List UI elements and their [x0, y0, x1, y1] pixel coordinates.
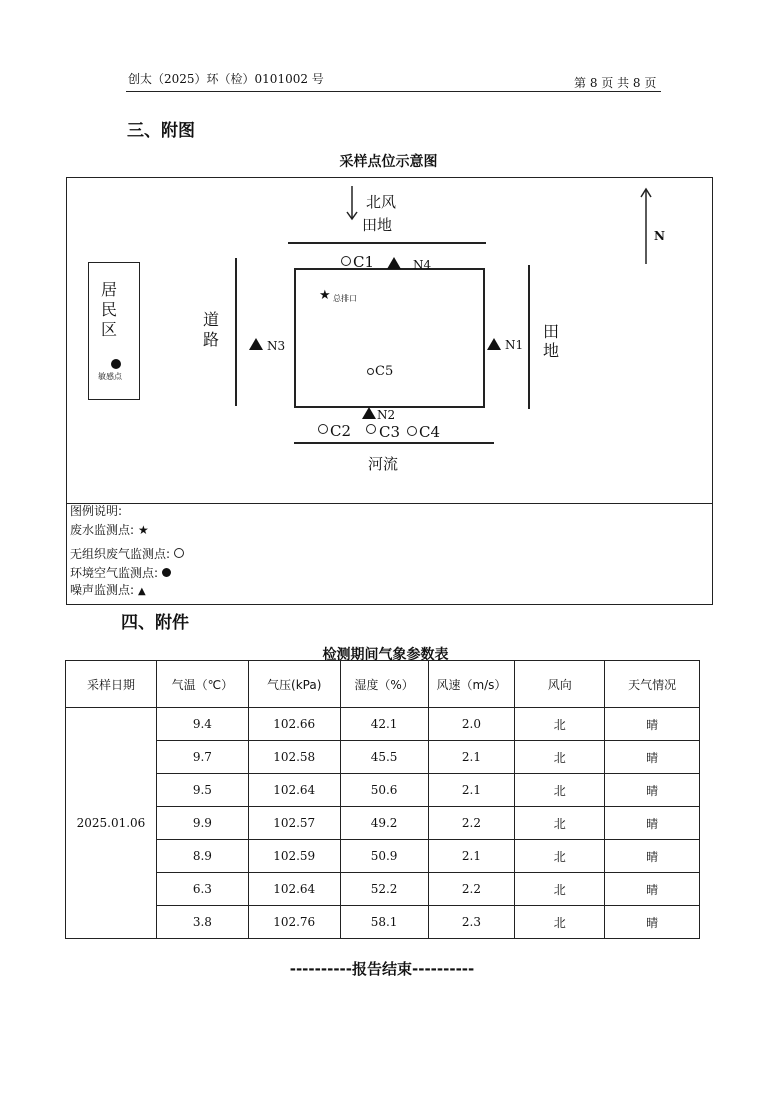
legend-wastewater-label: 废水监测点:	[70, 523, 135, 537]
cell: 52.2	[340, 873, 428, 906]
table-title: 检测期间气象参数表	[322, 647, 449, 663]
left-road-line	[235, 258, 237, 406]
cell: 北	[515, 873, 605, 906]
c3-circle-icon	[366, 424, 376, 434]
left-road-label: 道路	[203, 310, 220, 349]
n3-label: N3	[267, 339, 286, 353]
cell: 2.1	[428, 840, 515, 873]
cell: 2.3	[428, 906, 515, 939]
report-end: ----------报告结束----------	[289, 960, 475, 978]
cell: 49.2	[340, 807, 428, 840]
cell: 102.64	[248, 873, 340, 906]
n2-triangle-icon	[362, 407, 376, 419]
cell: 9.5	[156, 774, 248, 807]
cell: 晴	[605, 873, 700, 906]
n4-triangle-icon	[387, 257, 401, 269]
outfall-star-icon: ★	[319, 288, 331, 303]
n1-label: N1	[505, 338, 524, 352]
top-boundary-line	[288, 242, 486, 244]
cell: 42.1	[340, 708, 428, 741]
cell: 2.2	[428, 873, 515, 906]
n4-label: N4	[413, 258, 432, 272]
page-info: 第 8 页 共 8 页	[574, 76, 657, 90]
header-pressure: 气压(kPa)	[248, 661, 340, 708]
weather-table	[65, 660, 700, 939]
c2-label: C2	[330, 422, 352, 440]
cell: 晴	[605, 774, 700, 807]
wind-label: 北风	[366, 193, 397, 211]
cell: 9.7	[156, 741, 248, 774]
cell: 102.58	[248, 741, 340, 774]
cell: 102.59	[248, 840, 340, 873]
table-row	[66, 906, 700, 939]
cell: 102.64	[248, 774, 340, 807]
wind-arrow-icon	[344, 186, 360, 222]
cell: 3.8	[156, 906, 248, 939]
open-circle-icon	[174, 548, 184, 558]
cell: 晴	[605, 840, 700, 873]
cell: 晴	[605, 807, 700, 840]
residential-area-label: 居民区	[101, 280, 118, 339]
right-field-label: 田地	[543, 322, 560, 360]
c5-circle-icon	[367, 368, 374, 375]
cell: 2.1	[428, 741, 515, 774]
c3-label: C3	[379, 423, 401, 441]
header-weather: 天气情况	[605, 661, 700, 708]
river-boundary-line	[294, 442, 494, 444]
top-field-label: 田地	[362, 216, 393, 234]
section3-heading: 三、附图	[127, 121, 195, 141]
sensitive-point-dot	[111, 359, 121, 369]
cell: 50.9	[340, 840, 428, 873]
right-boundary-line	[528, 265, 530, 409]
cell: 北	[515, 906, 605, 939]
cell: 北	[515, 807, 605, 840]
cell: 2.0	[428, 708, 515, 741]
cell: 58.1	[340, 906, 428, 939]
cell: 2.1	[428, 774, 515, 807]
triangle-icon: ▲	[138, 586, 146, 597]
river-label: 河流	[368, 455, 399, 473]
cell: 50.6	[340, 774, 428, 807]
date-cell: 2025.01.06	[66, 708, 157, 939]
header-wind-speed: 风速（m/s）	[428, 661, 515, 708]
legend-unorganized-gas	[70, 545, 184, 562]
header-wind-direction: 风向	[515, 661, 605, 708]
c2-circle-icon	[318, 424, 328, 434]
table-row	[66, 840, 700, 873]
star-icon: ★	[138, 523, 149, 537]
legend-title: 图例说明:	[70, 504, 123, 518]
header-rule	[126, 91, 661, 92]
north-label: N	[654, 229, 665, 243]
table-header-row	[66, 661, 700, 708]
table-row	[66, 741, 700, 774]
filled-circle-icon	[162, 568, 171, 577]
table-row	[66, 807, 700, 840]
header-temperature: 气温（℃）	[156, 661, 248, 708]
legend-wastewater	[70, 521, 149, 538]
cell: 9.4	[156, 708, 248, 741]
section4-heading: 四、附件	[121, 613, 189, 633]
cell: 102.57	[248, 807, 340, 840]
cell: 9.9	[156, 807, 248, 840]
cell: 晴	[605, 708, 700, 741]
c1-label: C1	[353, 253, 375, 271]
legend-noise-label: 噪声监测点:	[70, 583, 135, 597]
cell: 102.66	[248, 708, 340, 741]
cell: 2.2	[428, 807, 515, 840]
c5-label: C5	[375, 364, 394, 379]
table-row	[66, 873, 700, 906]
legend-ambient-air-label: 环境空气监测点:	[70, 566, 159, 580]
cell: 北	[515, 741, 605, 774]
n2-label: N2	[377, 408, 396, 422]
figure-title: 采样点位示意图	[339, 154, 438, 170]
cell: 102.76	[248, 906, 340, 939]
n1-triangle-icon	[487, 338, 501, 350]
cell: 北	[515, 774, 605, 807]
legend-unorganized-gas-label: 无组织废气监测点:	[70, 547, 171, 561]
legend-ambient-air	[70, 564, 171, 581]
cell: 北	[515, 840, 605, 873]
document-number: 创太（2025）环（检）0101002 号	[128, 72, 324, 86]
legend-noise	[70, 581, 146, 598]
c1-circle-icon	[341, 256, 351, 266]
table-row	[66, 708, 700, 741]
c4-circle-icon	[407, 426, 417, 436]
sensitive-point-label: 敏感点	[98, 372, 122, 381]
n3-triangle-icon	[249, 338, 263, 350]
c4-label: C4	[419, 423, 441, 441]
cell: 北	[515, 708, 605, 741]
cell: 8.9	[156, 840, 248, 873]
cell: 6.3	[156, 873, 248, 906]
cell: 45.5	[340, 741, 428, 774]
cell: 晴	[605, 906, 700, 939]
north-arrow-icon	[638, 186, 654, 266]
table-row	[66, 774, 700, 807]
header-humidity: 湿度（%）	[340, 661, 428, 708]
cell: 晴	[605, 741, 700, 774]
outfall-label: 总排口	[333, 294, 357, 303]
header-date: 采样日期	[66, 661, 157, 708]
